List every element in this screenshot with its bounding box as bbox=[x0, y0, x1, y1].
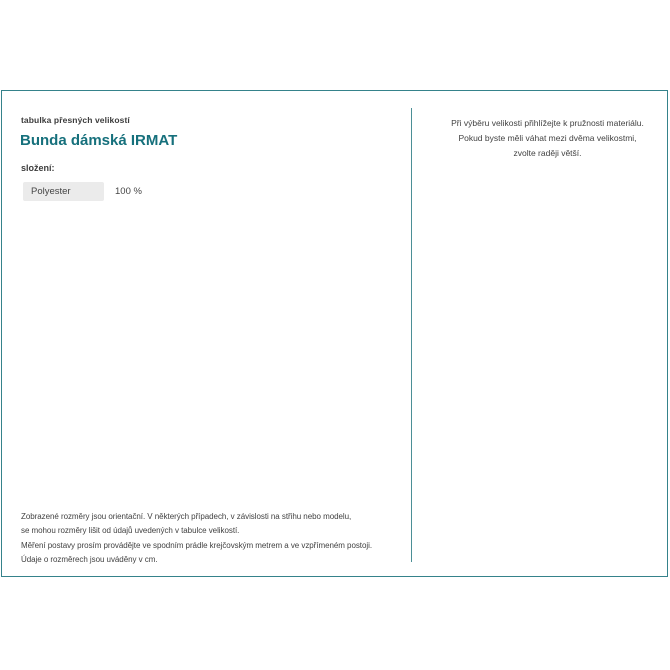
size-table-panel bbox=[1, 90, 668, 577]
disclaimer-line: Údaje o rozměrech jsou uváděny v cm. bbox=[21, 554, 158, 564]
disclaimer-line: se mohou rozměry lišit od údajů uvedených v tabulce velikostí. bbox=[21, 526, 240, 536]
disclaimer-line: Zobrazené rozměry jsou orientační. V některých případech, v závislosti na střihu nebo modelu, bbox=[21, 512, 352, 522]
size-advice-line: Při výběru velikosti přihlížejte k pružnosti materiálu. bbox=[451, 118, 644, 128]
disclaimer-line: Měření postavy prosím provádějte ve spodním prádle krejčovským metrem a ve vzpřímeném postoji. bbox=[21, 540, 372, 550]
size-advice-line: zvolte raději větší. bbox=[513, 148, 582, 158]
size-advice-column bbox=[412, 91, 667, 576]
measurement-disclaimer bbox=[21, 510, 372, 567]
size-table-label: tabulka přesných velikostí bbox=[21, 115, 130, 125]
composition-label: složení: bbox=[21, 163, 55, 173]
product-title: Bunda dámská IRMAT bbox=[20, 132, 178, 149]
product-info-column bbox=[2, 91, 411, 576]
material-name-cell: Polyester bbox=[23, 182, 104, 201]
composition-row bbox=[23, 182, 411, 201]
material-percentage: 100 % bbox=[115, 186, 142, 197]
size-advice-line: Pokud byste měli váhat mezi dvěma velikostmi, bbox=[458, 133, 637, 143]
